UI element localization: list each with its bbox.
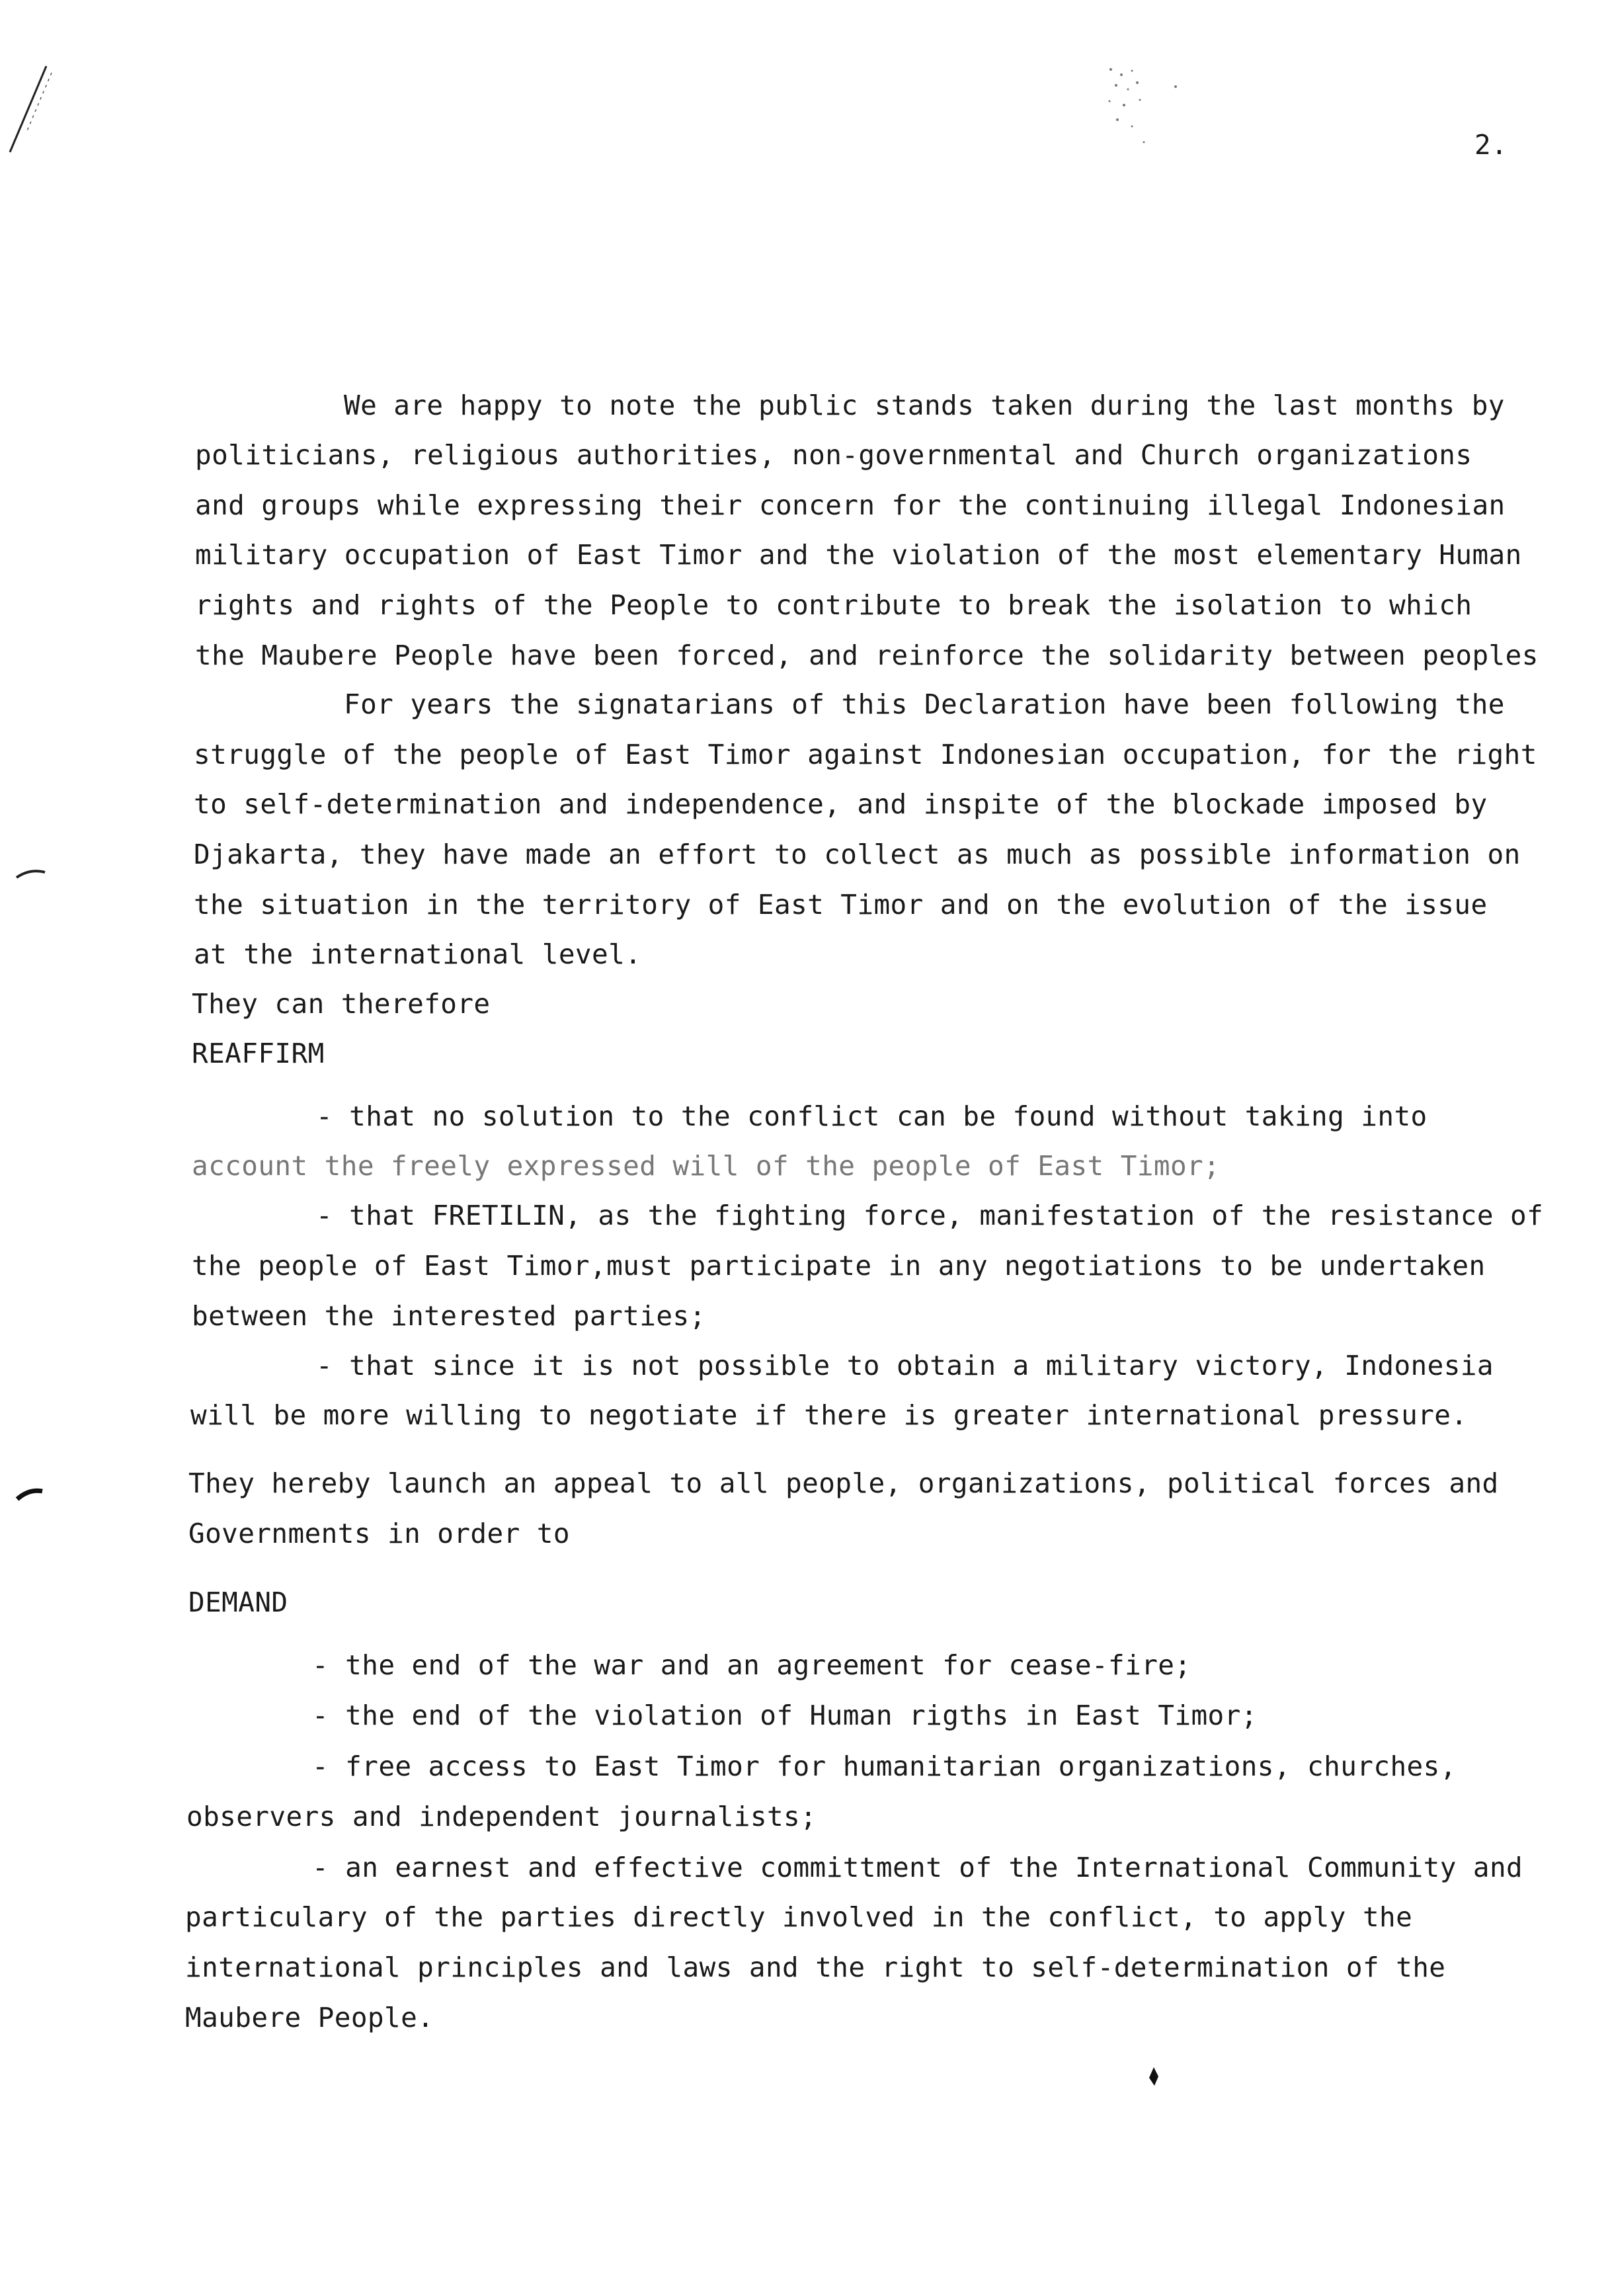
demand-item-line: observers and independent journalists; <box>186 1801 817 1832</box>
reaffirm-item-line: will be more willing to negotiate if there is greater international pressure. <box>190 1399 1468 1431</box>
scan-speckle-top <box>1098 63 1190 169</box>
paragraph-line: military occupation of East Timor and the violation of the most elementary Human <box>195 539 1522 571</box>
reaffirm-item-line: between the interested parties; <box>192 1300 706 1332</box>
reaffirm-item-line: - that since it is not possible to obtain a military victory, Indonesia <box>316 1350 1494 1381</box>
scan-mark-left-2 <box>13 1485 53 1504</box>
paragraph-line: rights and rights of the People to contribute to break the isolation to which <box>195 589 1472 621</box>
reaffirm-item-line: account the freely expressed will of the people of East Timor; <box>192 1150 1221 1182</box>
demand-item-line: international principles and laws and the right to self-determination of the <box>185 1951 1446 1983</box>
heading-reaffirm: REAFFIRM <box>192 1038 325 1069</box>
paragraph-line: to self-determination and independence, and inspite of the blockade imposed by <box>194 788 1488 820</box>
appeal-line: Governments in order to <box>188 1518 570 1549</box>
paragraph-line: Djakarta, they have made an effort to collect as much as possible information on <box>194 839 1521 870</box>
appeal-line: They hereby launch an appeal to all people, organizations, political forces and <box>188 1467 1499 1499</box>
heading-demand: DEMAND <box>188 1586 288 1618</box>
demand-item-line: - the end of the violation of Human rigths in East Timor; <box>312 1700 1258 1731</box>
reaffirm-item-line: the people of East Timor,must participate in any negotiations to be undertaken <box>192 1250 1486 1282</box>
demand-item-line: Maubere People. <box>185 2002 434 2033</box>
paragraph-line: They can therefore <box>192 988 491 1020</box>
paragraph-line: the situation in the territory of East Timor and on the evolution of the issue <box>194 889 1488 921</box>
paragraph-line: politicians, religious authorities, non-governmental and Church organizations <box>195 439 1472 471</box>
scan-mark-left-1 <box>13 863 53 883</box>
demand-item-line: - the end of the war and an agreement for cease-fire; <box>312 1649 1191 1681</box>
paragraph-line: and groups while expressing their concern for the continuing illegal Indonesian <box>195 489 1506 521</box>
paragraph-line: struggle of the people of East Timor against Indonesian occupation, for the right <box>194 739 1537 770</box>
demand-item-line: particulary of the parties directly involved in the conflict, to apply the <box>185 1901 1413 1933</box>
paragraph-line: For years the signatarians of this Declaration have been following the <box>344 688 1505 720</box>
paragraph-line: the Maubere People have been forced, and reinforce the solidarity between peoples <box>195 639 1539 671</box>
paragraph-line: at the international level. <box>194 938 642 970</box>
demand-item-line: - free access to East Timor for humanitarian organizations, churches, <box>312 1750 1457 1782</box>
paragraph-line: We are happy to note the public stands taken during the last months by <box>344 390 1505 421</box>
demand-item-line: - an earnest and effective committment of the International Community and <box>312 1852 1523 1883</box>
reaffirm-item-line: - that no solution to the conflict can be found without taking into <box>316 1100 1427 1132</box>
reaffirm-item-line: - that FRETILIN, as the fighting force, manifestation of the resistance of <box>316 1200 1544 1231</box>
page-number: 2. <box>1474 129 1508 161</box>
scan-mark-bottom <box>1144 2063 1164 2090</box>
scan-mark-top-left <box>0 53 66 159</box>
